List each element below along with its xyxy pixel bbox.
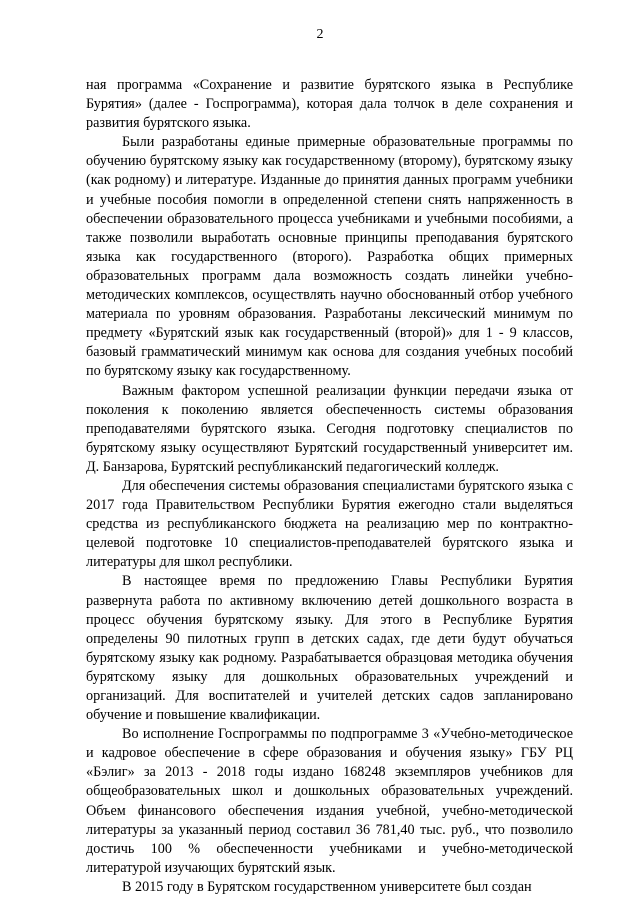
page-number: 2 [316,27,324,42]
paragraph-preschool: В настоящее время по предложению Главы Республики Бурятия развернута работа по активному включению детей дошкольного возраста в процесс обучения бурятскому языку. Для этого в Республике Бурятия определены 90 пилотных групп в детских садах, где дети будут обучаться бурятскому языку как родному. Разрабатывается образцовая методика обучения бурятскому языку для дошкольных образовательных учреждений и организаций. Для воспитателей и учителей детских садов запланировано обучение и повышение квалификации. [86,573,573,724]
paragraph-programs: Были разработаны единые примерные образовательные программы по обучению бурятскому языку как государственному (второму), бурятскому языку (как родному) и литературе. Изданные до принятия данных программ учебники и учебные пособия помогли в определенной степени снять напряженность в обеспечении образовательного процесса учебниками и учебными пособиями, а также позволили выработать основные принципы преподавания бурятского языка как государственного (второго). Разработка общих примерных образовательных программ дала возможность создать линейки учебно-методических комплексов, осуществлять научно обоснованный отбор учебного материала по уровням образования. Разработаны лексический минимум по предмету «Бурятский язык как государственный (второй)» для 1 - 9 классов, базовый грамматический минимум как основа для создания учебных пособий по бурятскому языку как государственному. [86,134,573,380]
paragraph-continuation: ная программа «Сохранение и развитие бурятского языка в Республике Бурятия» (далее - Госпрограмма), которая дала толчок в деле сохранения и развития бурятского языка. [86,77,573,132]
paragraph-teachers: Важным фактором успешной реализации функции передачи языка от поколения к поколению является обеспеченность системы образования преподавателями бурятского языка. Сегодня подготовку специалистов по бурятскому языку осуществляют Бурятский государственный университет им. Д. Банзарова, Бурятский республиканский педагогический колледж. [86,382,573,475]
paragraph-targeted-training: Для обеспечения системы образования специалистами бурятского языка с 2017 года Правительством Республики Бурятия ежегодно стали выделяться средства из республиканского бюджета на реализацию мер по контрактно-целевой подготовке 10 специалистов-преподавателей бурятского языка и литературы для школ республики. [86,477,573,571]
paragraph-university: В 2015 году в Бурятском государственном университете был создан [122,878,532,895]
paragraph-textbooks: Во исполнение Госпрограммы по подпрограмме 3 «Учебно-методическое и кадровое обеспечение в сфере образования и обучения языку» ГБУ РЦ «Бэлиг» за 2013 - 2018 годы издано 168248 экземпляров учебников для общеобразовательных школ и дошкольных образовательных учреждений. Объем финансового обеспечения издания учебной, учебно-методической литературы за указанный период составил 36 781,40 тыс. руб., что позволило достичь 100 % обеспеченности учебниками и учебно-методической литературой изучающих бурятский язык. [86,726,573,876]
document-body [86,76,573,897]
